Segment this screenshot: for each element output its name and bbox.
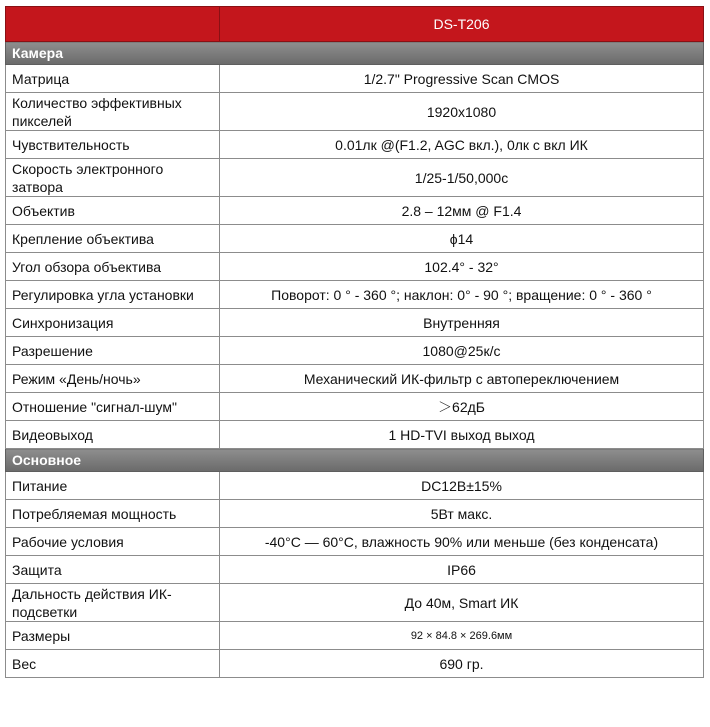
model-name: DS-T206 xyxy=(220,7,704,42)
spec-value: 92 × 84.8 × 269.6мм xyxy=(220,622,704,650)
spec-label: Защита xyxy=(6,556,220,584)
spec-label: Чувствительность xyxy=(6,131,220,159)
table-row xyxy=(6,500,704,528)
section-header-camera xyxy=(6,42,704,65)
table-row xyxy=(6,365,704,393)
spec-label: Питание xyxy=(6,472,220,500)
table-row xyxy=(6,225,704,253)
spec-label: Количество эффективных пикселей xyxy=(6,93,220,131)
spec-value: ϕ14 xyxy=(220,225,704,253)
spec-label: Видеовыход xyxy=(6,421,220,449)
table-row xyxy=(6,65,704,93)
spec-value: 0.01лк @(F1.2, AGC вкл.), 0лк с вкл ИК xyxy=(220,131,704,159)
table-row xyxy=(6,281,704,309)
spec-label: Режим «День/ночь» xyxy=(6,365,220,393)
spec-table xyxy=(5,6,704,678)
spec-label: Крепление объектива xyxy=(6,225,220,253)
spec-value: 1080@25к/с xyxy=(220,337,704,365)
spec-value: DC12В±15% xyxy=(220,472,704,500)
spec-label: Потребляемая мощность xyxy=(6,500,220,528)
spec-value: 1/2.7" Progressive Scan CMOS xyxy=(220,65,704,93)
spec-value: 1/25-1/50,000с xyxy=(220,159,704,197)
table-row xyxy=(6,622,704,650)
section-header-general xyxy=(6,449,704,472)
spec-value: -40°C — 60°C, влажность 90% или меньше (без конденсата) xyxy=(220,528,704,556)
section-title: Основное xyxy=(6,449,220,472)
table-row xyxy=(6,393,704,421)
table-row xyxy=(6,131,704,159)
spec-label: Вес xyxy=(6,650,220,678)
spec-value: Внутренняя xyxy=(220,309,704,337)
spec-label: Дальность действия ИК-подсветки xyxy=(6,584,220,622)
spec-value: 1 HD-TVI выход выход xyxy=(220,421,704,449)
spec-label: Отношение "сигнал-шум" xyxy=(6,393,220,421)
table-row xyxy=(6,472,704,500)
spec-value: 690 гр. xyxy=(220,650,704,678)
spec-value: 102.4° - 32° xyxy=(220,253,704,281)
spec-label: Объектив xyxy=(6,197,220,225)
spec-label: Рабочие условия xyxy=(6,528,220,556)
table-row xyxy=(6,309,704,337)
section-title: Камера xyxy=(6,42,220,65)
table-row xyxy=(6,253,704,281)
spec-label: Размеры xyxy=(6,622,220,650)
table-row xyxy=(6,528,704,556)
table-row xyxy=(6,197,704,225)
spec-value: ＞62дБ xyxy=(220,393,704,421)
spec-label: Скорость электронного затвора xyxy=(6,159,220,197)
spec-value: Механический ИК-фильтр с автопереключением xyxy=(220,365,704,393)
section-header-fill xyxy=(220,449,704,472)
table-row xyxy=(6,337,704,365)
spec-value: До 40м, Smart ИК xyxy=(220,584,704,622)
table-row xyxy=(6,93,704,131)
spec-value: 1920x1080 xyxy=(220,93,704,131)
table-row xyxy=(6,421,704,449)
model-header-blank-cell xyxy=(6,7,220,42)
spec-label: Матрица xyxy=(6,65,220,93)
spec-value: 2.8 – 12мм @ F1.4 xyxy=(220,197,704,225)
section-header-fill xyxy=(220,42,704,65)
table-row xyxy=(6,584,704,622)
table-row xyxy=(6,556,704,584)
spec-label: Синхронизация xyxy=(6,309,220,337)
model-header-row xyxy=(6,7,704,42)
spec-value: Поворот: 0 ° - 360 °; наклон: 0° - 90 °; вращение: 0 ° - 360 ° xyxy=(220,281,704,309)
table-row xyxy=(6,650,704,678)
spec-label: Регулировка угла установки xyxy=(6,281,220,309)
table-row xyxy=(6,159,704,197)
spec-label: Разрешение xyxy=(6,337,220,365)
spec-value: 5Вт макс. xyxy=(220,500,704,528)
spec-value: IP66 xyxy=(220,556,704,584)
spec-label: Угол обзора объектива xyxy=(6,253,220,281)
